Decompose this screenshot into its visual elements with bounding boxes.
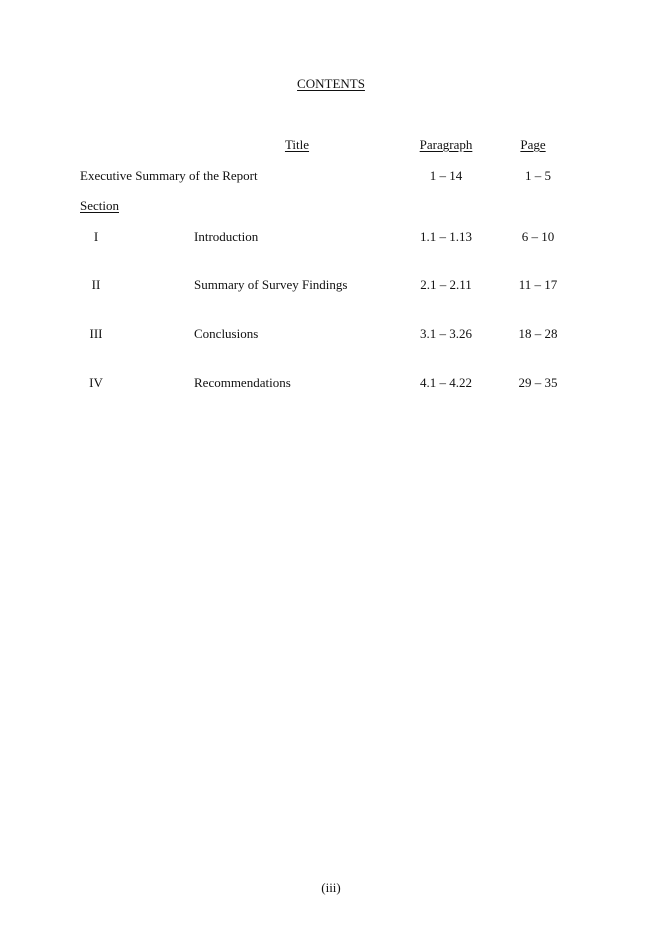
section-page: 18 – 28 bbox=[518, 326, 558, 341]
section-number: IV bbox=[89, 375, 103, 390]
section-title: Recommendations bbox=[194, 375, 291, 390]
page-title: CONTENTS bbox=[297, 76, 365, 91]
column-header-paragraph: Paragraph bbox=[419, 137, 473, 152]
section-number: II bbox=[91, 277, 101, 292]
page-number: (iii) bbox=[321, 880, 341, 895]
section-paragraph: 4.1 – 4.22 bbox=[420, 375, 472, 390]
section-paragraph: 3.1 – 3.26 bbox=[420, 326, 472, 341]
section-paragraph: 2.1 – 2.11 bbox=[420, 277, 472, 292]
executive-summary-title: Executive Summary of the Report bbox=[80, 168, 258, 183]
section-paragraph: 1.1 – 1.13 bbox=[420, 229, 472, 244]
executive-summary-page: 1 – 5 bbox=[525, 168, 551, 183]
section-title: Summary of Survey Findings bbox=[194, 277, 348, 292]
section-page: 29 – 35 bbox=[518, 375, 558, 390]
section-label: Section bbox=[80, 198, 119, 213]
column-header-title: Title bbox=[284, 137, 310, 152]
section-title: Introduction bbox=[194, 229, 259, 244]
section-page: 6 – 10 bbox=[521, 229, 555, 244]
column-header-page: Page bbox=[520, 137, 546, 152]
section-number: III bbox=[89, 326, 103, 341]
section-page: 11 – 17 bbox=[518, 277, 558, 292]
section-number: I bbox=[93, 229, 99, 244]
executive-summary-paragraph: 1 – 14 bbox=[429, 168, 463, 183]
section-title: Conclusions bbox=[194, 326, 259, 341]
